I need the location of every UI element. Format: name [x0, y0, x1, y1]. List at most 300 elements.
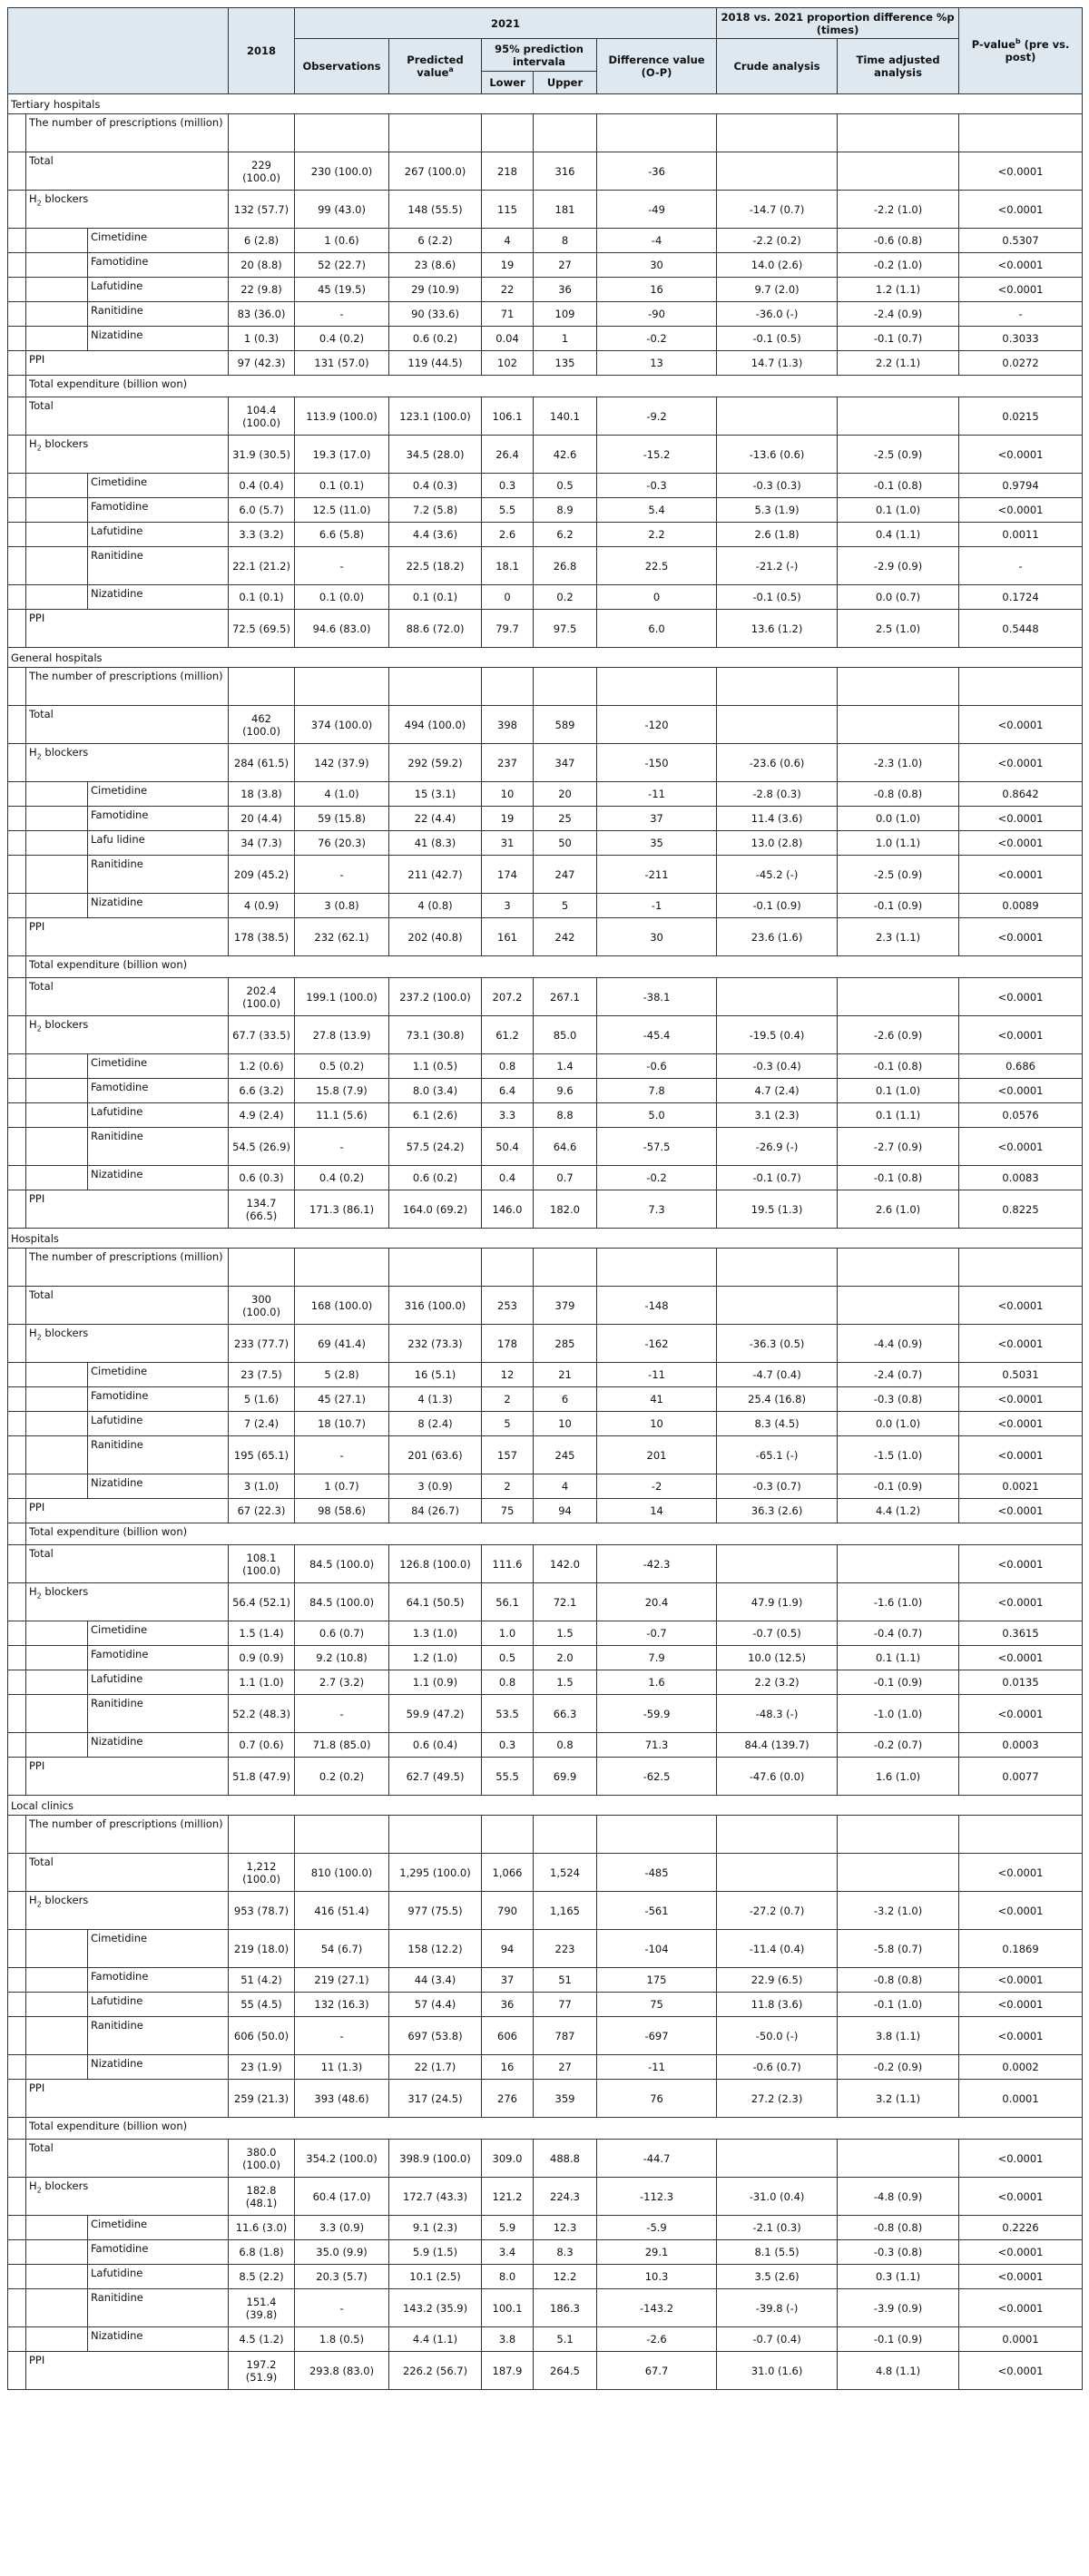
empty-cell	[717, 1249, 838, 1287]
value-crude: -2.1 (0.3)	[717, 2216, 838, 2240]
value-lower: 36	[482, 1993, 534, 2017]
value-upper: 1,165	[534, 1892, 597, 1930]
value-pvalue: 0.1869	[959, 1930, 1083, 1968]
indent-cell	[8, 327, 26, 351]
value-lower: 6.4	[482, 1079, 534, 1103]
table-row	[8, 2327, 1083, 2352]
row-label-suffix: blockers	[41, 192, 89, 205]
table-row	[8, 1733, 1083, 1758]
table-row	[8, 1474, 1083, 1499]
value-pvalue: <0.0001	[959, 831, 1083, 856]
value-difference: -0.3	[597, 474, 717, 498]
indent-cell	[26, 894, 88, 918]
value-observations: 142 (37.9)	[295, 744, 389, 782]
value-observations: 374 (100.0)	[295, 706, 389, 744]
group-label: The number of prescriptions (million)	[26, 1816, 229, 1854]
value-crude: -14.7 (0.7)	[717, 191, 838, 229]
indent-cell	[26, 1387, 88, 1412]
row-label-text: Lafu lidine	[91, 833, 145, 846]
value-lower: 115	[482, 191, 534, 229]
value-pvalue: 0.0135	[959, 1670, 1083, 1695]
group-row	[8, 2118, 1083, 2140]
table-row	[8, 1930, 1083, 1968]
indent-cell	[26, 302, 88, 327]
value-time-adjusted: -2.7 (0.9)	[838, 1128, 959, 1166]
value-lower: 5.9	[482, 2216, 534, 2240]
value-time-adjusted	[838, 706, 959, 744]
group-row	[8, 1249, 1083, 1287]
value-pvalue: 0.1724	[959, 585, 1083, 610]
value-predicted: 143.2 (35.9)	[389, 2289, 482, 2327]
value-lower: 2.6	[482, 523, 534, 547]
value-2018: 23 (1.9)	[229, 2055, 295, 2080]
table-row	[8, 2240, 1083, 2265]
value-pvalue: <0.0001	[959, 2240, 1083, 2265]
row-label	[26, 706, 229, 744]
row-label-text: Total	[29, 1547, 54, 1560]
value-difference: 75	[597, 1993, 717, 2017]
value-time-adjusted: 4.4 (1.2)	[838, 1499, 959, 1523]
value-2018: 3.3 (3.2)	[229, 523, 295, 547]
indent-cell	[8, 114, 26, 152]
indent-cell	[8, 668, 26, 706]
table-row	[8, 978, 1083, 1016]
empty-cell	[482, 668, 534, 706]
indent-cell	[8, 744, 26, 782]
row-label	[26, 1190, 229, 1229]
value-pvalue: <0.0001	[959, 978, 1083, 1016]
value-lower: 174	[482, 856, 534, 894]
value-observations: 1 (0.7)	[295, 1474, 389, 1499]
indent-cell	[8, 1816, 26, 1854]
value-pvalue: <0.0001	[959, 1387, 1083, 1412]
value-time-adjusted: -1.6 (1.0)	[838, 1583, 959, 1621]
value-lower: 16	[482, 2055, 534, 2080]
value-observations: 3.3 (0.9)	[295, 2216, 389, 2240]
row-label-text: PPI	[29, 1501, 45, 1513]
indent-cell	[8, 2240, 26, 2265]
row-label-text: Cimetidine	[91, 2218, 148, 2230]
empty-cell	[717, 668, 838, 706]
indent-cell	[8, 2352, 26, 2390]
value-lower: 19	[482, 807, 534, 831]
value-lower: 0.4	[482, 1166, 534, 1190]
value-crude: 22.9 (6.5)	[717, 1968, 838, 1993]
indent-cell	[26, 585, 88, 610]
value-lower: 50.4	[482, 1128, 534, 1166]
value-observations: 113.9 (100.0)	[295, 397, 389, 436]
value-time-adjusted: -0.2 (0.9)	[838, 2055, 959, 2080]
value-difference: -49	[597, 191, 717, 229]
value-2018: 97 (42.3)	[229, 351, 295, 376]
value-difference: -697	[597, 2017, 717, 2055]
row-label	[26, 152, 229, 191]
value-difference: 201	[597, 1436, 717, 1474]
indent-cell	[26, 1646, 88, 1670]
empty-cell	[534, 668, 597, 706]
empty-cell	[717, 114, 838, 152]
value-lower: 75	[482, 1499, 534, 1523]
value-lower: 102	[482, 351, 534, 376]
value-time-adjusted: -0.1 (0.8)	[838, 1054, 959, 1079]
table-row	[8, 1968, 1083, 1993]
group-label: Total expenditure (billion won)	[26, 376, 1083, 397]
header-2021: 2021	[295, 8, 717, 39]
row-label-text: PPI	[29, 353, 45, 366]
row-label	[26, 436, 229, 474]
value-time-adjusted: -2.4 (0.7)	[838, 1363, 959, 1387]
value-difference: 6.0	[597, 610, 717, 648]
value-observations: 98 (58.6)	[295, 1499, 389, 1523]
row-label-text: Ranitidine	[91, 2019, 143, 2032]
value-pvalue: <0.0001	[959, 2017, 1083, 2055]
value-2018: 229 (100.0)	[229, 152, 295, 191]
row-label-text: PPI	[29, 2081, 45, 2094]
indent-cell	[8, 956, 26, 978]
value-observations: 19.3 (17.0)	[295, 436, 389, 474]
value-2018: 178 (38.5)	[229, 918, 295, 956]
row-label	[88, 831, 229, 856]
value-crude: 19.5 (1.3)	[717, 1190, 838, 1229]
indent-cell	[8, 1103, 26, 1128]
row-label	[26, 1892, 229, 1930]
value-time-adjusted	[838, 1545, 959, 1583]
empty-cell	[959, 668, 1083, 706]
value-predicted: 202 (40.8)	[389, 918, 482, 956]
value-2018: 1.2 (0.6)	[229, 1054, 295, 1079]
value-predicted: 697 (53.8)	[389, 2017, 482, 2055]
value-2018: 4.5 (1.2)	[229, 2327, 295, 2352]
empty-cell	[482, 1816, 534, 1854]
value-upper: 5	[534, 894, 597, 918]
row-label-text: Nizatidine	[91, 1168, 143, 1180]
value-upper: 247	[534, 856, 597, 894]
row-label	[26, 918, 229, 956]
value-crude: -0.3 (0.4)	[717, 1054, 838, 1079]
row-label-text: Lafutidine	[91, 1105, 143, 1118]
value-time-adjusted: -2.5 (0.9)	[838, 856, 959, 894]
table-row	[8, 2289, 1083, 2327]
indent-cell	[8, 1892, 26, 1930]
value-time-adjusted: -4.8 (0.9)	[838, 2178, 959, 2216]
table-header	[8, 8, 1083, 94]
value-2018: 0.6 (0.3)	[229, 1166, 295, 1190]
value-pvalue: <0.0001	[959, 191, 1083, 229]
value-time-adjusted: -4.4 (0.9)	[838, 1325, 959, 1363]
table-body	[8, 94, 1083, 2390]
value-observations: 0.4 (0.2)	[295, 327, 389, 351]
value-2018: 1.1 (1.0)	[229, 1670, 295, 1695]
value-lower: 100.1	[482, 2289, 534, 2327]
value-upper: 2.0	[534, 1646, 597, 1670]
table-row	[8, 2080, 1083, 2118]
value-pvalue: <0.0001	[959, 278, 1083, 302]
group-label: The number of prescriptions (million)	[26, 114, 229, 152]
value-difference: -150	[597, 744, 717, 782]
empty-cell	[389, 1816, 482, 1854]
value-2018: 67.7 (33.5)	[229, 1016, 295, 1054]
value-difference: 7.9	[597, 1646, 717, 1670]
value-predicted: 237.2 (100.0)	[389, 978, 482, 1016]
empty-cell	[482, 1249, 534, 1287]
value-crude: 13.0 (2.8)	[717, 831, 838, 856]
value-2018: 6.8 (1.8)	[229, 2240, 295, 2265]
row-label	[26, 1499, 229, 1523]
value-upper: 142.0	[534, 1545, 597, 1583]
row-label-text: Total	[29, 980, 54, 993]
value-difference: 7.3	[597, 1190, 717, 1229]
indent-cell	[8, 1474, 26, 1499]
indent-cell	[8, 1695, 26, 1733]
row-label-subscript: 2	[36, 2186, 42, 2195]
value-lower: 3.4	[482, 2240, 534, 2265]
value-2018: 51.8 (47.9)	[229, 1758, 295, 1796]
value-pvalue: <0.0001	[959, 253, 1083, 278]
value-crude	[717, 706, 838, 744]
value-difference: 5.4	[597, 498, 717, 523]
value-upper: 4	[534, 1474, 597, 1499]
value-2018: 259 (21.3)	[229, 2080, 295, 2118]
value-lower: 22	[482, 278, 534, 302]
indent-cell	[26, 1363, 88, 1387]
value-time-adjusted: -2.9 (0.9)	[838, 547, 959, 585]
pvalue-sup: b	[1015, 37, 1021, 46]
value-lower: 79.7	[482, 610, 534, 648]
value-upper: 347	[534, 744, 597, 782]
value-crude	[717, 1287, 838, 1325]
row-label	[88, 1387, 229, 1412]
indent-cell	[26, 1128, 88, 1166]
table-row	[8, 2140, 1083, 2178]
indent-cell	[8, 376, 26, 397]
value-observations: -	[295, 547, 389, 585]
indent-cell	[26, 2017, 88, 2055]
value-predicted: 226.2 (56.7)	[389, 2352, 482, 2390]
row-label-suffix: blockers	[41, 1018, 89, 1031]
value-crude: -0.3 (0.7)	[717, 1474, 838, 1499]
table-row	[8, 2055, 1083, 2080]
value-time-adjusted: -0.1 (0.9)	[838, 1670, 959, 1695]
group-row	[8, 956, 1083, 978]
value-crude: 47.9 (1.9)	[717, 1583, 838, 1621]
row-label	[88, 2240, 229, 2265]
value-lower: 31	[482, 831, 534, 856]
row-label-text: Total	[29, 154, 54, 167]
indent-cell	[26, 782, 88, 807]
row-label-text: Famotidine	[91, 1648, 149, 1660]
value-time-adjusted	[838, 1854, 959, 1892]
row-label-text: H	[29, 1327, 37, 1339]
value-2018: 5 (1.6)	[229, 1387, 295, 1412]
value-predicted: 148 (55.5)	[389, 191, 482, 229]
row-label-text: PPI	[29, 1192, 45, 1205]
value-crude: -26.9 (-)	[717, 1128, 838, 1166]
row-label	[88, 547, 229, 585]
value-time-adjusted: -1.5 (1.0)	[838, 1436, 959, 1474]
row-label	[26, 2178, 229, 2216]
row-label-text: Total	[29, 2141, 54, 2154]
value-pvalue: 0.3033	[959, 327, 1083, 351]
value-pvalue: 0.0002	[959, 2055, 1083, 2080]
value-difference: 35	[597, 831, 717, 856]
group-row	[8, 1523, 1083, 1545]
value-crude: 27.2 (2.3)	[717, 2080, 838, 2118]
value-time-adjusted: -0.1 (0.9)	[838, 1474, 959, 1499]
value-pvalue: <0.0001	[959, 1499, 1083, 1523]
empty-cell	[295, 668, 389, 706]
value-crude: 2.6 (1.8)	[717, 523, 838, 547]
table-row	[8, 436, 1083, 474]
header-difference: Difference value (O-P)	[597, 39, 717, 94]
value-lower: 3	[482, 894, 534, 918]
value-difference: 41	[597, 1387, 717, 1412]
indent-cell	[26, 1733, 88, 1758]
value-observations: 3 (0.8)	[295, 894, 389, 918]
value-observations: 45 (19.5)	[295, 278, 389, 302]
row-label	[88, 1363, 229, 1387]
value-observations: 99 (43.0)	[295, 191, 389, 229]
value-observations: 0.2 (0.2)	[295, 1758, 389, 1796]
value-time-adjusted	[838, 152, 959, 191]
value-time-adjusted: -0.1 (0.8)	[838, 474, 959, 498]
value-2018: 6 (2.8)	[229, 229, 295, 253]
value-time-adjusted: -0.1 (0.9)	[838, 894, 959, 918]
indent-cell	[26, 856, 88, 894]
value-2018: 11.6 (3.0)	[229, 2216, 295, 2240]
value-crude: 14.7 (1.3)	[717, 351, 838, 376]
table-row	[8, 1016, 1083, 1054]
value-upper: 186.3	[534, 2289, 597, 2327]
value-observations: 59 (15.8)	[295, 807, 389, 831]
value-difference: -211	[597, 856, 717, 894]
section-row	[8, 648, 1083, 668]
value-pvalue: 0.0003	[959, 1733, 1083, 1758]
value-upper: 267.1	[534, 978, 597, 1016]
indent-cell	[26, 1695, 88, 1733]
value-predicted: 15 (3.1)	[389, 782, 482, 807]
indent-cell	[8, 1387, 26, 1412]
value-pvalue: 0.5031	[959, 1363, 1083, 1387]
row-label-text: Famotidine	[91, 255, 149, 268]
indent-cell	[26, 1968, 88, 1993]
value-observations: 230 (100.0)	[295, 152, 389, 191]
value-2018: 134.7 (66.5)	[229, 1190, 295, 1229]
value-2018: 22.1 (21.2)	[229, 547, 295, 585]
value-lower: 276	[482, 2080, 534, 2118]
table-row	[8, 831, 1083, 856]
value-pvalue: <0.0001	[959, 2265, 1083, 2289]
value-difference: 10.3	[597, 2265, 717, 2289]
value-predicted: 10.1 (2.5)	[389, 2265, 482, 2289]
value-pvalue: <0.0001	[959, 436, 1083, 474]
value-difference: 5.0	[597, 1103, 717, 1128]
value-observations: 84.5 (100.0)	[295, 1583, 389, 1621]
value-lower: 178	[482, 1325, 534, 1363]
value-pvalue: 0.5307	[959, 229, 1083, 253]
value-predicted: 57.5 (24.2)	[389, 1128, 482, 1166]
value-pvalue: <0.0001	[959, 1287, 1083, 1325]
value-difference: -45.4	[597, 1016, 717, 1054]
value-lower: 146.0	[482, 1190, 534, 1229]
value-crude: -48.3 (-)	[717, 1695, 838, 1733]
value-time-adjusted: -2.3 (1.0)	[838, 744, 959, 782]
row-label-text: Nizatidine	[91, 2329, 143, 2342]
value-crude: -36.3 (0.5)	[717, 1325, 838, 1363]
table-container	[7, 7, 1083, 2390]
indent-cell	[8, 498, 26, 523]
value-difference: -162	[597, 1325, 717, 1363]
indent-cell	[8, 1363, 26, 1387]
value-predicted: 0.1 (0.1)	[389, 585, 482, 610]
value-crude: -0.1 (0.5)	[717, 327, 838, 351]
value-lower: 0.8	[482, 1670, 534, 1695]
indent-cell	[8, 1646, 26, 1670]
value-upper: 589	[534, 706, 597, 744]
value-observations: 293.8 (83.0)	[295, 2352, 389, 2390]
table-row	[8, 585, 1083, 610]
value-observations: 0.5 (0.2)	[295, 1054, 389, 1079]
indent-cell	[8, 2118, 26, 2140]
value-predicted: 1.1 (0.5)	[389, 1054, 482, 1079]
table-row	[8, 1621, 1083, 1646]
value-time-adjusted: 0.1 (1.1)	[838, 1103, 959, 1128]
value-predicted: 6 (2.2)	[389, 229, 482, 253]
value-time-adjusted: 1.6 (1.0)	[838, 1758, 959, 1796]
table-row	[8, 1583, 1083, 1621]
value-difference: -59.9	[597, 1695, 717, 1733]
table-row	[8, 278, 1083, 302]
row-label-suffix: blockers	[41, 1894, 89, 1906]
value-upper: 25	[534, 807, 597, 831]
value-pvalue: <0.0001	[959, 498, 1083, 523]
row-label-text: Nizatidine	[91, 2057, 143, 2070]
row-label-text: H	[29, 437, 37, 450]
value-time-adjusted: -0.1 (0.7)	[838, 327, 959, 351]
value-2018: 34 (7.3)	[229, 831, 295, 856]
indent-cell	[8, 2055, 26, 2080]
value-predicted: 7.2 (5.8)	[389, 498, 482, 523]
table-row	[8, 894, 1083, 918]
row-label	[88, 2289, 229, 2327]
value-2018: 219 (18.0)	[229, 1930, 295, 1968]
value-upper: 77	[534, 1993, 597, 2017]
value-2018: 462 (100.0)	[229, 706, 295, 744]
indent-cell	[26, 1993, 88, 2017]
table-row	[8, 152, 1083, 191]
indent-cell	[8, 2289, 26, 2327]
value-2018: 132 (57.7)	[229, 191, 295, 229]
value-observations: 393 (48.6)	[295, 2080, 389, 2118]
value-upper: 316	[534, 152, 597, 191]
value-observations: 810 (100.0)	[295, 1854, 389, 1892]
value-2018: 0.7 (0.6)	[229, 1733, 295, 1758]
value-observations: 18 (10.7)	[295, 1412, 389, 1436]
table-row	[8, 2265, 1083, 2289]
value-2018: 182.8 (48.1)	[229, 2178, 295, 2216]
value-upper: 1.4	[534, 1054, 597, 1079]
empty-cell	[838, 114, 959, 152]
header-pvalue	[959, 8, 1083, 94]
value-predicted: 64.1 (50.5)	[389, 1583, 482, 1621]
value-pvalue: 0.0083	[959, 1166, 1083, 1190]
row-label	[26, 1854, 229, 1892]
value-lower: 106.1	[482, 397, 534, 436]
row-label	[26, 1325, 229, 1363]
indent-cell	[8, 2178, 26, 2216]
value-2018: 1,212 (100.0)	[229, 1854, 295, 1892]
value-observations: 11 (1.3)	[295, 2055, 389, 2080]
value-crude: -2.2 (0.2)	[717, 229, 838, 253]
